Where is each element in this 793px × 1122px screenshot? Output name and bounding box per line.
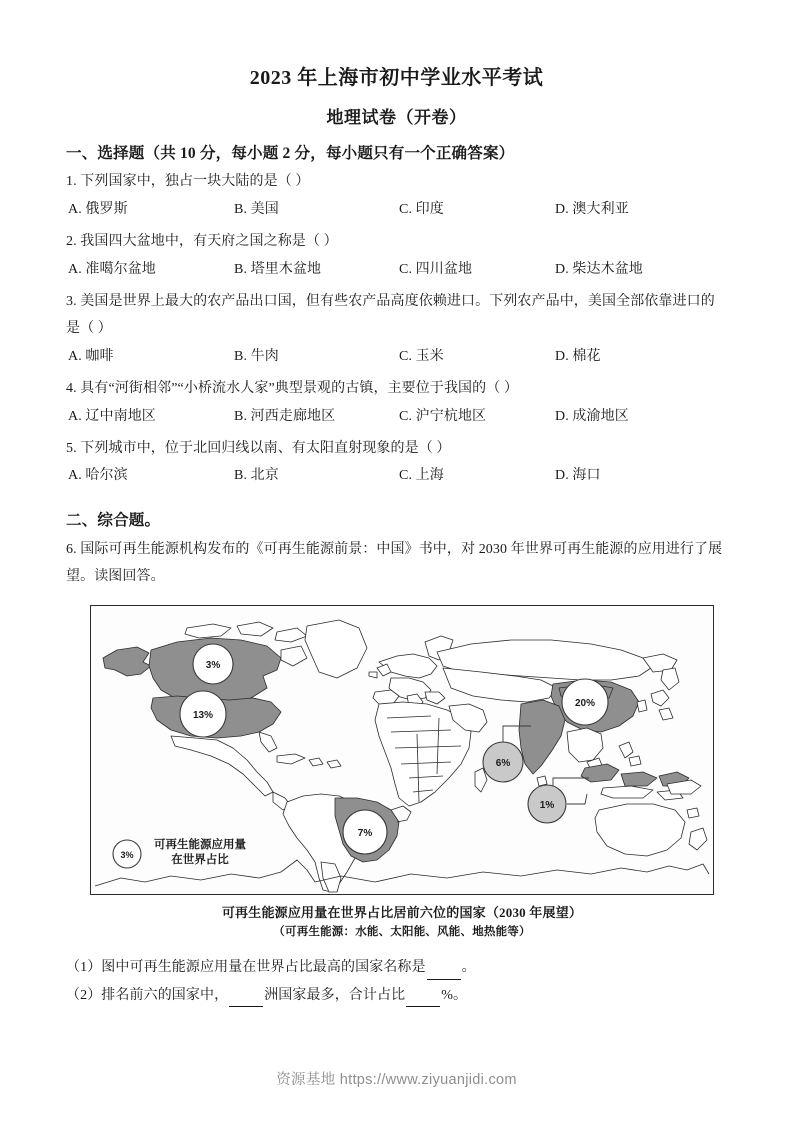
marker-canada-value: 3% [205, 659, 221, 671]
question-1-option-c[interactable]: C. 印度 [399, 201, 444, 217]
question-6-sub-questions [66, 956, 738, 1008]
question-6-sub-1 [66, 956, 738, 980]
question-3-option-d[interactable]: D. 棉花 [555, 348, 601, 364]
question-6-sub-1-after: 。 [461, 959, 476, 975]
question-5-option-b[interactable]: B. 北京 [234, 468, 279, 484]
question-4-option-a[interactable]: A. 辽中南地区 [68, 408, 156, 424]
marker-india-value: 6% [495, 757, 511, 769]
marker-indonesia-value: 1% [539, 799, 555, 811]
question-5-option-c[interactable]: C. 上海 [399, 468, 444, 484]
question-6-stem-line1: 6. 国际可再生能源机构发布的《可再生能源前景：中国》书中，对 2030 年世界可再生能源的应用进行了展 [66, 541, 723, 557]
question-5-options [66, 465, 738, 495]
question-2-option-b[interactable]: B. 塔里木盆地 [234, 261, 322, 277]
figure-caption: 可再生能源应用量在世界占比居前六位的国家（2030 年展望） [221, 904, 583, 920]
footer-watermark: 资源基地 https://www.ziyuanjidi.com [276, 1072, 517, 1088]
question-3-stem: 3. 美国是世界上最大的农产品出口国，但有些农产品高度依赖进口。下列农产品中，美国全部依靠进口的 [66, 293, 715, 309]
question-3-option-b[interactable]: B. 牛肉 [234, 348, 279, 364]
question-4-option-b[interactable]: B. 河西走廊地区 [234, 408, 336, 424]
marker-brazil-value: 7% [357, 827, 373, 839]
question-6-sub-2-blank-2[interactable] [406, 993, 440, 1007]
legend-label-line2: 在世界占比 [171, 854, 229, 867]
question-6-sub-2-middle: 洲国家最多，合计占比 [264, 987, 406, 1003]
question-1-option-a[interactable]: A. 俄罗斯 [68, 201, 128, 217]
question-1-stem: 1. 下列国家中，独占一块大陆的是（ ） [66, 174, 310, 190]
page-title: 2023 年上海市初中学业水平考试 [249, 67, 544, 89]
question-3-option-a[interactable]: A. 咖啡 [68, 348, 114, 364]
question-5-stem: 5. 下列城市中，位于北回归线以南、有太阳直射现象的是（ ） [66, 440, 451, 456]
question-6-sub-2-before: （2）排名前六的国家中， [66, 987, 229, 1003]
section-heading-2: 二、综合题。 [66, 512, 161, 530]
question-2-option-d[interactable]: D. 柴达木盆地 [555, 261, 643, 277]
question-3-stem-line2: 是（ ） [66, 321, 112, 337]
marker-china-value: 20% [574, 697, 596, 709]
question-3-options [66, 346, 738, 376]
question-6-stem-line2: 望。读图回答。 [66, 569, 165, 585]
question-2-options [66, 259, 738, 289]
question-1-option-b[interactable]: B. 美国 [234, 201, 279, 217]
question-6-sub-1-blank[interactable] [427, 966, 461, 980]
question-6-sub-1-before: （1）图中可再生能源应用量在世界占比最高的国家名称是 [66, 959, 426, 975]
question-2-option-c[interactable]: C. 四川盆地 [399, 261, 473, 277]
leader-indonesia-2 [567, 794, 587, 804]
section-heading-1: 一、选择题（共 10 分，每小题 2 分，每小题只有一个正确答案） [66, 145, 515, 162]
question-6-sub-2-after: %。 [441, 987, 468, 1003]
question-3-option-c[interactable]: C. 玉米 [399, 348, 444, 364]
question-6-sub-2-blank-1[interactable] [229, 993, 263, 1007]
figure-renewable-energy-map [66, 605, 738, 940]
question-2-option-a[interactable]: A. 准噶尔盆地 [68, 261, 156, 277]
exam-content [66, 142, 738, 1011]
legend-label [154, 838, 246, 869]
question-5-option-d[interactable]: D. 海口 [555, 468, 601, 484]
question-4-stem: 4. 具有“河街相邻”“小桥流水人家”典型景观的古镇，主要位于我国的（ ） [66, 380, 519, 396]
legend-label-line1: 可再生能源应用量 [154, 838, 246, 851]
question-6-sub-2 [66, 984, 738, 1008]
question-4-options [66, 406, 738, 436]
question-1-option-d[interactable]: D. 澳大利亚 [555, 201, 629, 217]
question-1-options [66, 199, 738, 229]
page-subtitle: 地理试卷（开卷） [326, 108, 467, 127]
question-4-option-d[interactable]: D. 成渝地区 [555, 408, 629, 424]
question-5-option-a[interactable]: A. 哈尔滨 [68, 468, 128, 484]
figure-caption-sub: （可再生能源：水能、太阳能、风能、地热能等） [273, 925, 531, 938]
map-frame [90, 605, 714, 895]
question-4-option-c[interactable]: C. 沪宁杭地区 [399, 408, 487, 424]
marker-usa-value: 13% [192, 709, 214, 721]
question-2-stem: 2. 我国四大盆地中，有天府之国之称是（ ） [66, 233, 338, 249]
legend-symbol-value: 3% [120, 849, 134, 860]
